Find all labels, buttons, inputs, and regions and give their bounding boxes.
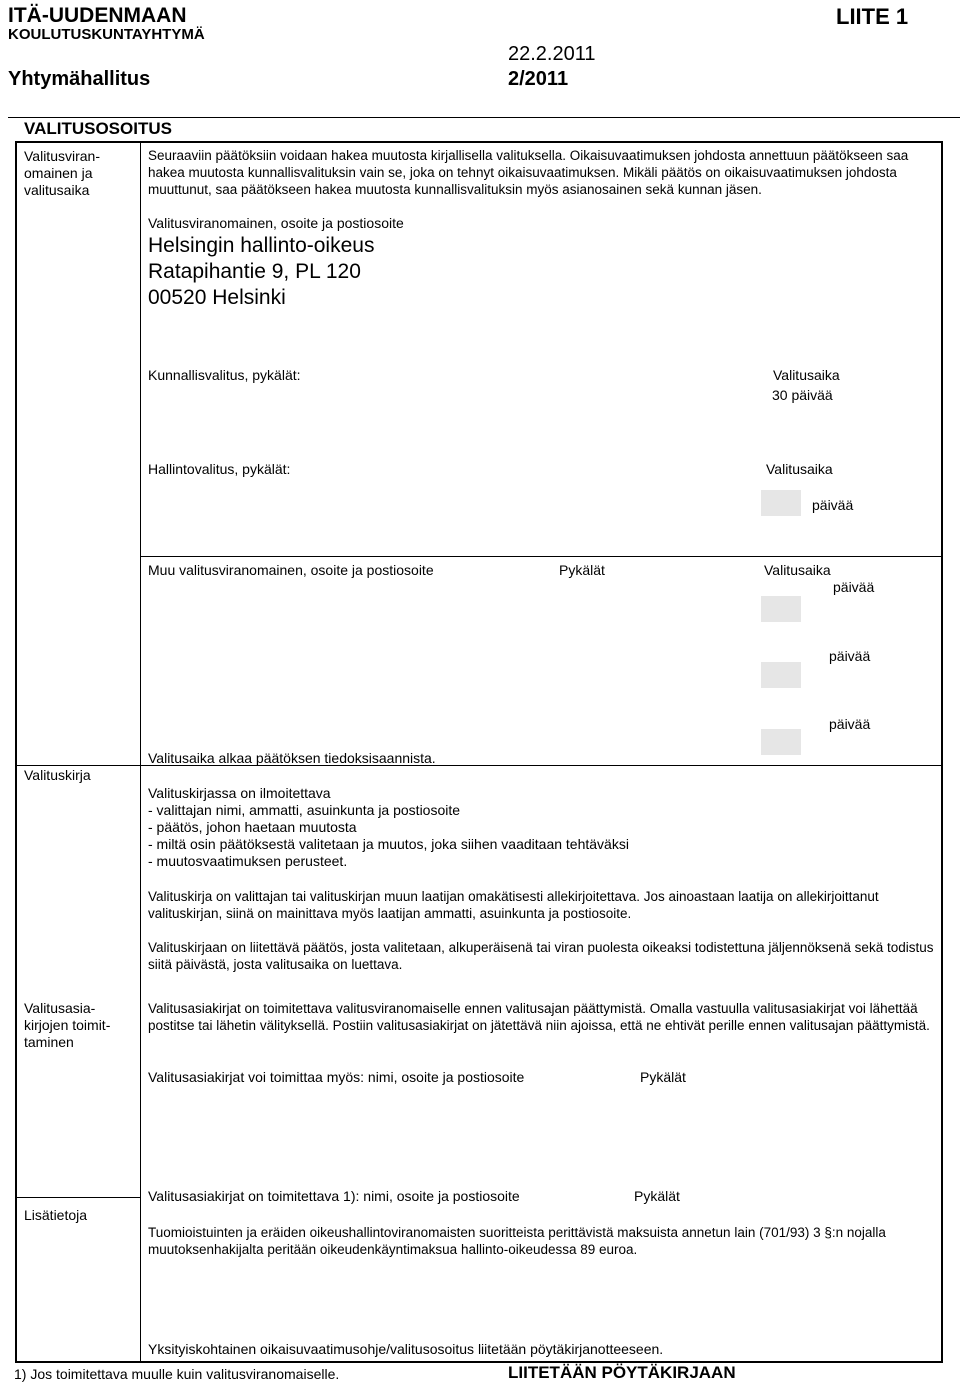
section-label-delivery: Valitusasia-kirjojen toimit-taminen [24, 1000, 111, 1050]
list-item: - muutosvaatimuksen perusteet. [148, 853, 348, 869]
other-authority-divider [140, 556, 943, 557]
valituskirja-list-heading: Valituskirjassa on ilmoitettava [148, 785, 331, 801]
document-date: 22.2.2011 [508, 43, 596, 65]
kunnallisvalitus-time-label: Valitusaika [773, 367, 840, 383]
attachment-number: LIITE 1 [836, 4, 909, 29]
kunnallisvalitus-label: Kunnallisvalitus, pykälät: [148, 367, 301, 383]
list-item: - päätös, johon haetaan muutosta [148, 819, 357, 835]
hallintovalitus-label: Hallintovalitus, pykälät: [148, 461, 291, 477]
governing-body: Yhtymähallitus [8, 68, 151, 90]
other-authority-heading: Muu valitusviranomainen, osoite ja postiosoite [148, 562, 434, 578]
delivery-text: Valitusasiakirjat on toimitettava valitusviranomaiselle ennen valitusajan päättymistä. Omalla vastuulla valitusasiakirjat voi lähettää postitse tai lähetin välityksellä. Postiin valitusasiakirjat on jätettävä niin ajoissa, että ne ehtivät perille ennen valitusajan päättymistä. [148, 1001, 930, 1033]
list-item: - valittajan nimi, ammatti, asuinkunta ja postiosoite [148, 802, 461, 818]
section-label-authority: Valitusviran-omainen ja valitusaika [24, 148, 100, 198]
details-text: Yksityiskohtainen oikaisuvaatimusohje/valitusosoitus liitetään pöytäkirjanotteeseen. [148, 1341, 664, 1357]
other-authority-days-unit-2: päivää [829, 648, 871, 664]
appeal-period-start-note: Valitusaika alkaa päätöksen tiedoksisaannista. [148, 750, 436, 766]
intro-text: Seuraaviin päätöksiin voidaan hakea muutosta kirjallisella valituksella. Oikaisuvaatimuksen johdosta annettuun päätökseen saa hakea muutosta kunnallisvalituksin vain se, joka on tehnyt oikaisuvaatimuksen. Mikäli päätös on oikaisuvaatimuksen johdosta muuttunut, saa päätökseen hakea muutosta kunnallisvalituksin myös asianosainen sekä kunnan jäsen. [148, 148, 909, 197]
authority-street: Ratapihantie 9, PL 120 [148, 260, 361, 283]
alternative-delivery-label: Valitusasiakirjat voi toimittaa myös: nimi, osoite ja postiosoite [148, 1069, 525, 1085]
footnote: 1) Jos toimitettava muulle kuin valitusviranomaiselle. [14, 1366, 340, 1382]
authority-name: Helsingin hallinto-oikeus [148, 234, 375, 257]
other-authority-sections-header: Pykälät [559, 562, 605, 578]
attach-to-minutes-note: LIITETÄÄN PÖYTÄKIRJAAN [508, 1363, 736, 1382]
kunnallisvalitus-time-value: 30 päivää [772, 387, 833, 403]
delivery-recipient-sections: Pykälät [634, 1188, 680, 1204]
section-label-valituskirja: Valituskirja [24, 767, 91, 783]
other-authority-days-unit-1: päivää [833, 579, 875, 595]
meeting-number: 2/2011 [508, 68, 569, 90]
hallintovalitus-days-unit: päivää [812, 497, 854, 513]
attachment-requirement-text: Valituskirjaan on liitettävä päätös, josta valitetaan, alkuperäisenä tai viran puolesta oikeaksi todistettuna jäljennöksenä sekä todistus siitä päivästä, josta valitusaika on luettava. [148, 940, 934, 972]
header-divider [8, 117, 960, 118]
label-column-divider [140, 141, 141, 1363]
section-label-lisatietoja: Lisätietoja [24, 1207, 88, 1223]
other-authority-days-field-2[interactable] [761, 662, 801, 688]
organization-name: ITÄ-UUDENMAAN [8, 4, 187, 27]
hallintovalitus-time-label: Valitusaika [766, 461, 833, 477]
delivery-recipient-label: Valitusasiakirjat on toimitettava 1): nimi, osoite ja postiosoite [148, 1188, 520, 1204]
signature-requirement-text: Valituskirja on valittajan tai valituskirjan muun laatijan omakätisesti allekirjoitettava. Jos ainoastaan laatija on allekirjoittanut valituskirjan, siinä on mainittava myös laatijan ammatti, asuinkunta ja postiosoite. [148, 889, 879, 921]
organization-subtitle: KOULUTUSKUNTAYHTYMÄ [8, 26, 205, 43]
page-title: VALITUSOSOITUS [24, 119, 172, 138]
other-authority-days-field-3[interactable] [761, 729, 801, 755]
other-authority-days-unit-3: päivää [829, 716, 871, 732]
lisatietoja-divider [15, 1197, 140, 1198]
hallintovalitus-days-field[interactable] [761, 490, 801, 516]
other-authority-time-header: Valitusaika [764, 562, 831, 578]
alternative-delivery-sections: Pykälät [640, 1069, 686, 1085]
list-item: - miltä osin päätöksestä valitetaan ja muutos, joka siihen vaaditaan tehtäväksi [148, 836, 629, 852]
fee-text: Tuomioistuinten ja eräiden oikeushallintoviranomaisten suoritteista perittävistä maksuista annetun lain (701/93) 3 §:n nojalla muutoksenhakijalta peritään oikeudenkäyntimaksua hallinto-oikeudessa 89 euroa. [148, 1225, 886, 1257]
other-authority-days-field-1[interactable] [761, 596, 801, 622]
authority-city: 00520 Helsinki [148, 286, 286, 309]
authority-heading: Valitusviranomainen, osoite ja postiosoite [148, 215, 404, 231]
